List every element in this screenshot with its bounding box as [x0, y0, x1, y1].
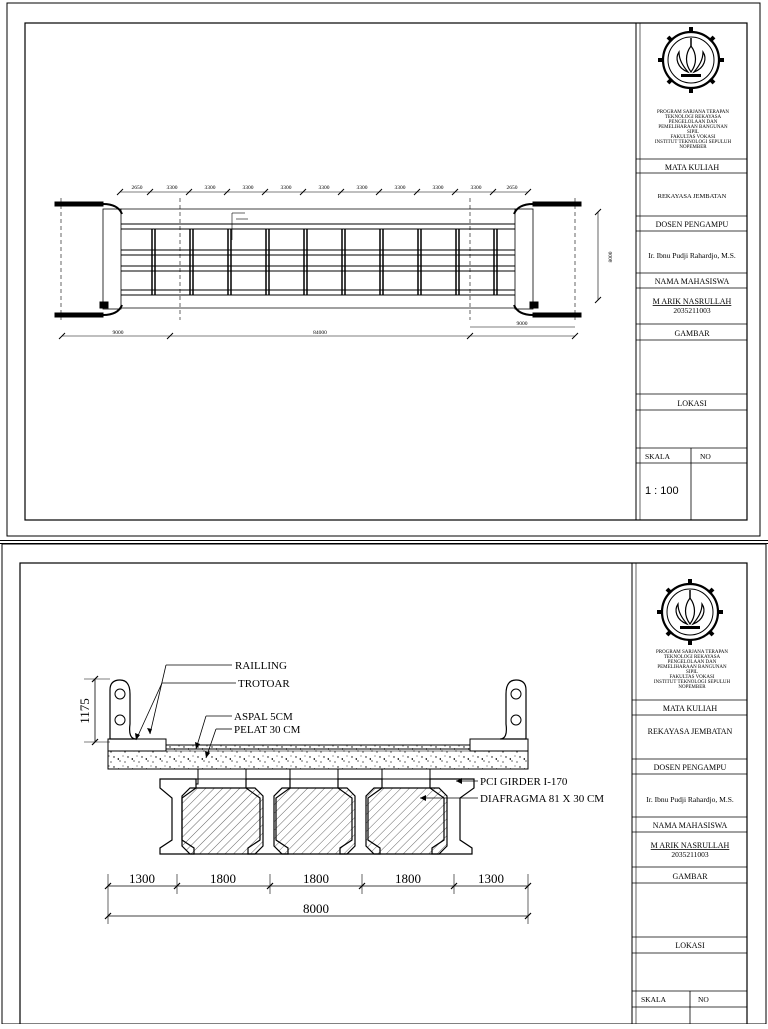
mahasiswa-nrp: 2035211003	[673, 306, 711, 315]
its-logo	[658, 27, 724, 93]
bottom-dim-label: 1800	[395, 871, 421, 886]
dosen-label: DOSEN PENGAMPU	[653, 763, 727, 772]
top-dim-label: 2650	[506, 185, 518, 191]
pelat-label: PELAT 30 CM	[234, 724, 301, 736]
top-dim-label: 3300	[280, 185, 292, 191]
svg-text:SIPIL: SIPIL	[686, 670, 698, 675]
its-logo	[657, 579, 723, 645]
bottom-dim-label: 9000	[516, 321, 528, 327]
svg-text:NOPEMBER: NOPEMBER	[678, 685, 706, 690]
right-dim-label: 8000	[608, 251, 614, 263]
mata-kuliah-value: REKAYASA JEMBATAN	[657, 193, 727, 200]
girder-label: PCI GIRDER I-170	[480, 776, 568, 788]
top-dim-label: 2650	[131, 185, 143, 191]
svg-text:TEKNOLOGI REKAYASA: TEKNOLOGI REKAYASA	[664, 115, 722, 120]
mahasiswa-name: M ARIK NASRULLAH	[652, 297, 732, 306]
top-dim-label: 3300	[470, 185, 482, 191]
total-dim-label: 8000	[303, 901, 329, 916]
lokasi-label: LOKASI	[675, 941, 705, 950]
trotoar-label: TROTOAR	[238, 678, 290, 690]
gambar-label: GAMBAR	[674, 329, 710, 338]
bottom-dim-label: 1300	[129, 871, 155, 886]
dosen-value: Ir. Ibnu Pudji Rahardjo, M.S.	[646, 795, 734, 804]
svg-text:PEMELIHARAAN BANGUNAN: PEMELIHARAAN BANGUNAN	[657, 665, 727, 670]
svg-text:PROGRAM SARJANA TERAPAN: PROGRAM SARJANA TERAPAN	[656, 650, 728, 655]
bottom-dim-label: 1300	[478, 871, 504, 886]
dosen-value: Ir. Ibnu Pudji Rahardjo, M.S.	[648, 251, 736, 260]
height-dim-label: 1175	[77, 698, 92, 724]
svg-text:SIPIL: SIPIL	[687, 130, 699, 135]
svg-text:INSTITUT TEKNOLOGI SEPULUH: INSTITUT TEKNOLOGI SEPULUH	[654, 140, 732, 145]
top-dim-label: 3300	[166, 185, 178, 191]
drawing-sheet-section	[0, 544, 768, 1024]
mahasiswa-nrp: 2035211003	[671, 850, 709, 859]
no-label: NO	[698, 995, 709, 1004]
bridge-plan	[55, 192, 598, 336]
lokasi-label: LOKASI	[677, 399, 707, 408]
top-dim-label: 3300	[356, 185, 368, 191]
svg-text:NOPEMBER: NOPEMBER	[679, 145, 707, 150]
bottom-dim-label: 1800	[303, 871, 329, 886]
top-dim-label: 3300	[394, 185, 406, 191]
svg-text:TEKNOLOGI REKAYASA: TEKNOLOGI REKAYASA	[663, 655, 721, 660]
svg-text:INSTITUT TEKNOLOGI SEPULUH: INSTITUT TEKNOLOGI SEPULUH	[653, 680, 731, 685]
railling-label: RAILLING	[235, 660, 287, 672]
bottom-dim-label: 9000	[112, 330, 124, 336]
svg-text:FAKULTAS VOKASI: FAKULTAS VOKASI	[669, 675, 715, 680]
gambar-label: GAMBAR	[672, 872, 708, 881]
institution-text	[654, 650, 731, 690]
mahasiswa-label: NAMA MAHASISWA	[654, 277, 730, 286]
mahasiswa-name: M ARIK NASRULLAH	[650, 841, 730, 850]
mata-kuliah-label: MATA KULIAH	[662, 704, 718, 713]
svg-text:FAKULTAS VOKASI: FAKULTAS VOKASI	[670, 135, 716, 140]
diafragma-label: DIAFRAGMA 81 X 30 CM	[480, 793, 605, 805]
skala-value: 1 : 100	[645, 485, 679, 497]
top-dim-label: 3300	[204, 185, 216, 191]
skala-label: SKALA	[641, 995, 667, 1004]
top-dimension-ticks	[59, 189, 601, 339]
no-label: NO	[700, 452, 711, 461]
svg-text:PROGRAM SARJANA TERAPAN: PROGRAM SARJANA TERAPAN	[657, 110, 729, 115]
svg-text:PEMELIHARAAN BANGUNAN: PEMELIHARAAN BANGUNAN	[658, 125, 728, 130]
bottom-dim-label: 1800	[210, 871, 236, 886]
top-dim-label: 3300	[432, 185, 444, 191]
mahasiswa-label: NAMA MAHASISWA	[652, 821, 728, 830]
top-dim-label: 3300	[242, 185, 254, 191]
mata-kuliah-value: REKAYASA JEMBATAN	[647, 727, 733, 736]
bottom-dim-label: 84000	[313, 330, 327, 336]
institution-text	[655, 110, 732, 150]
svg-text:PENGELOLAAN DAN: PENGELOLAAN DAN	[668, 120, 718, 125]
dosen-label: DOSEN PENGAMPU	[655, 220, 729, 229]
aspal-label: ASPAL 5CM	[234, 711, 293, 723]
mata-kuliah-label: MATA KULIAH	[664, 163, 720, 172]
svg-text:PENGELOLAAN DAN: PENGELOLAAN DAN	[667, 660, 717, 665]
top-dim-label: 3300	[318, 185, 330, 191]
skala-label: SKALA	[645, 452, 671, 461]
